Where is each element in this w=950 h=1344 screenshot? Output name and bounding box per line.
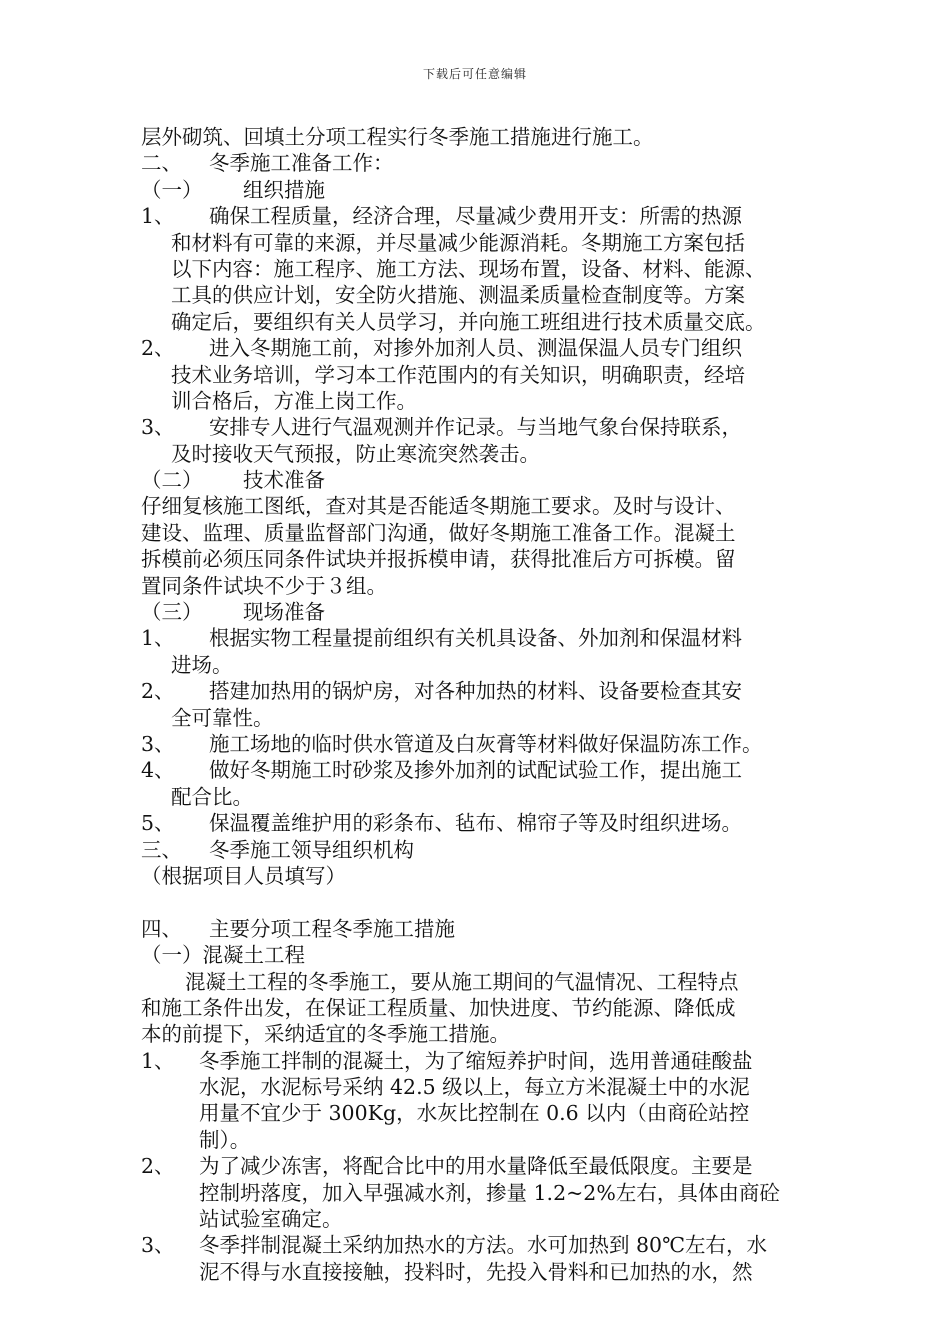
- list-marker: 3、: [141, 731, 175, 756]
- text-line: [141, 335, 831, 361]
- text-line: [141, 309, 831, 335]
- line-text: 仔细复核施工图纸，查对其是否能适冬期施工要求。及时与设计、: [141, 494, 736, 519]
- line-text: 训合格后，方准上岗工作。: [171, 388, 417, 413]
- line-text: 工具的供应计划，安全防火措施、测温柔质量检查制度等。方案: [171, 283, 745, 308]
- list-marker: 4、: [141, 758, 175, 783]
- text-line: [141, 256, 831, 282]
- list-marker: 三、: [141, 837, 182, 862]
- list-marker: 四、: [141, 916, 182, 941]
- text-line: [141, 177, 831, 203]
- text-line: [141, 414, 831, 440]
- text-line: [141, 573, 831, 599]
- text-line: [141, 969, 831, 995]
- line-text: 做好冬期施工时砂浆及掺外加剂的试配试验工作，提出施工: [209, 758, 742, 783]
- line-text: 置同条件试块不少于３组。: [141, 573, 387, 598]
- line-text: 冬季施工领导组织机构: [209, 837, 414, 862]
- line-text: 安排专人进行气温观测并作记录。与当地气象台保持联系，: [209, 415, 742, 440]
- text-line: [141, 230, 831, 256]
- text-line: [141, 599, 831, 625]
- text-line: [141, 1048, 831, 1074]
- line-text: 控制坍落度，加入早强减水剂，掺量 1.2~2%左右，具体由商砼: [199, 1180, 780, 1205]
- text-line: [141, 1180, 831, 1206]
- text-line: [141, 784, 831, 810]
- line-text: 冬季施工拌制的混凝土，为了缩短养护时间，选用普通硅酸盐: [199, 1048, 753, 1073]
- text-line: [141, 652, 831, 678]
- text-line: [141, 1127, 831, 1153]
- text-line: [141, 705, 831, 731]
- text-line: [141, 203, 831, 229]
- text-line: [141, 678, 831, 704]
- line-text: 以下内容：施工程序、施工方法、现场布置，设备、材料、能源、: [171, 256, 766, 281]
- text-line: [141, 1153, 831, 1179]
- list-marker: 2、: [141, 1154, 175, 1179]
- line-text: 层外砌筑、回填土分项工程实行冬季施工措施进行施工。: [141, 125, 654, 149]
- line-text: 保温覆盖维护用的彩条布、毡布、棉帘子等及时组织进场。: [209, 811, 742, 836]
- line-text: 混凝土工程的冬季施工，要从施工期间的气温情况、工程特点: [185, 969, 739, 994]
- line-text: 建设、监理、质量监督部门沟通，做好冬期施工准备工作。混凝土: [141, 520, 736, 545]
- line-text: 配合比。: [171, 784, 253, 809]
- line-text: 泥不得与水直接接触，投料时，先投入骨料和已加热的水，然: [199, 1259, 753, 1284]
- line-text: （一）混凝土工程: [141, 943, 305, 968]
- text-line: [141, 916, 831, 942]
- text-line: [141, 282, 831, 308]
- line-text: 现场准备: [243, 600, 325, 625]
- line-text: 进场。: [171, 652, 233, 677]
- text-line: [141, 441, 831, 467]
- text-line: [141, 388, 831, 414]
- list-marker: 2、: [141, 679, 175, 704]
- text-line: [141, 810, 831, 836]
- text-line: [141, 942, 831, 968]
- list-marker: （二）: [141, 468, 203, 493]
- list-marker: 3、: [141, 415, 175, 440]
- text-line: [141, 1206, 831, 1232]
- line-text: 拆模前必须压同条件试块并报拆模申请，获得批准后方可拆模。留: [141, 547, 736, 572]
- text-line: [141, 124, 831, 150]
- line-text: 水泥，水泥标号采纳 42.5 级以上，每立方米混凝土中的水泥: [199, 1075, 750, 1100]
- text-line: [141, 150, 831, 176]
- list-marker: 1、: [141, 626, 175, 651]
- text-line: [141, 625, 831, 651]
- line-text: 冬季拌制混凝土采纳加热水的方法。水可加热到 80℃左右，水: [199, 1233, 768, 1258]
- page-header: 下载后可任意编辑: [422, 67, 527, 81]
- blank-line: [141, 889, 831, 915]
- line-text: 技术业务培训，学习本工作范围内的有关知识，明确职责，经培: [171, 362, 745, 387]
- text-line: [141, 1074, 831, 1100]
- text-line: [141, 1232, 831, 1258]
- line-text: 根据实物工程量提前组织有关机具设备、外加剂和保温材料: [209, 626, 742, 651]
- text-line: [141, 1259, 831, 1285]
- line-text: 全可靠性。: [171, 705, 274, 730]
- text-line: [141, 546, 831, 572]
- text-line: [141, 1100, 831, 1126]
- line-text: 技术准备: [243, 468, 325, 493]
- text-line: [141, 467, 831, 493]
- text-line: [141, 837, 831, 863]
- line-text: 冬季施工准备工作：: [209, 151, 394, 176]
- text-line: [141, 362, 831, 388]
- line-text: 用量不宜少于 300Kg，水灰比控制在 0.6 以内（由商砼站控: [199, 1101, 750, 1126]
- list-marker: 1、: [141, 204, 175, 229]
- list-marker: 二、: [141, 151, 182, 176]
- line-text: 本的前提下，采纳适宜的冬季施工措施。: [141, 1022, 510, 1047]
- text-line: [141, 1021, 831, 1047]
- line-text: 和材料有可靠的来源，并尽量减少能源消耗。冬期施工方案包括: [171, 230, 745, 255]
- list-marker: 5、: [141, 811, 175, 836]
- text-line: [141, 995, 831, 1021]
- list-marker: 1、: [141, 1048, 175, 1073]
- text-line: [141, 731, 831, 757]
- line-text: 和施工条件出发，在保证工程质量、加快进度、节约能源、降低成: [141, 995, 736, 1020]
- line-text: 确定后，要组织有关人员学习，并向施工班组进行技术质量交底。: [171, 309, 766, 334]
- line-text: 为了减少冻害，将配合比中的用水量降低至最低限度。主要是: [199, 1154, 753, 1179]
- line-text: 组织措施: [243, 177, 325, 202]
- line-text: （根据项目人员填写）: [141, 863, 346, 888]
- line-text: 制）。: [199, 1127, 251, 1152]
- text-line: [141, 757, 831, 783]
- line-text: 施工场地的临时供水管道及白灰膏等材料做好保温防冻工作。: [209, 731, 763, 756]
- text-line: [141, 493, 831, 519]
- line-text: 主要分项工程冬季施工措施: [209, 916, 455, 941]
- line-text: 站试验室确定。: [199, 1207, 343, 1232]
- line-text: 及时接收天气预报，防止寒流突然袭击。: [171, 441, 540, 466]
- list-marker: 3、: [141, 1233, 175, 1258]
- list-marker: （三）: [141, 600, 203, 625]
- document-body: [141, 124, 831, 1285]
- line-text: 进入冬期施工前，对掺外加剂人员、测温保温人员专门组织: [209, 336, 742, 361]
- text-line: [141, 520, 831, 546]
- line-text: 确保工程质量，经济合理，尽量减少费用开支：所需的热源: [209, 204, 742, 229]
- list-marker: （一）: [141, 177, 203, 202]
- list-marker: 2、: [141, 336, 175, 361]
- line-text: 搭建加热用的锅炉房，对各种加热的材料、设备要检查其安: [209, 679, 742, 704]
- text-line: [141, 863, 831, 889]
